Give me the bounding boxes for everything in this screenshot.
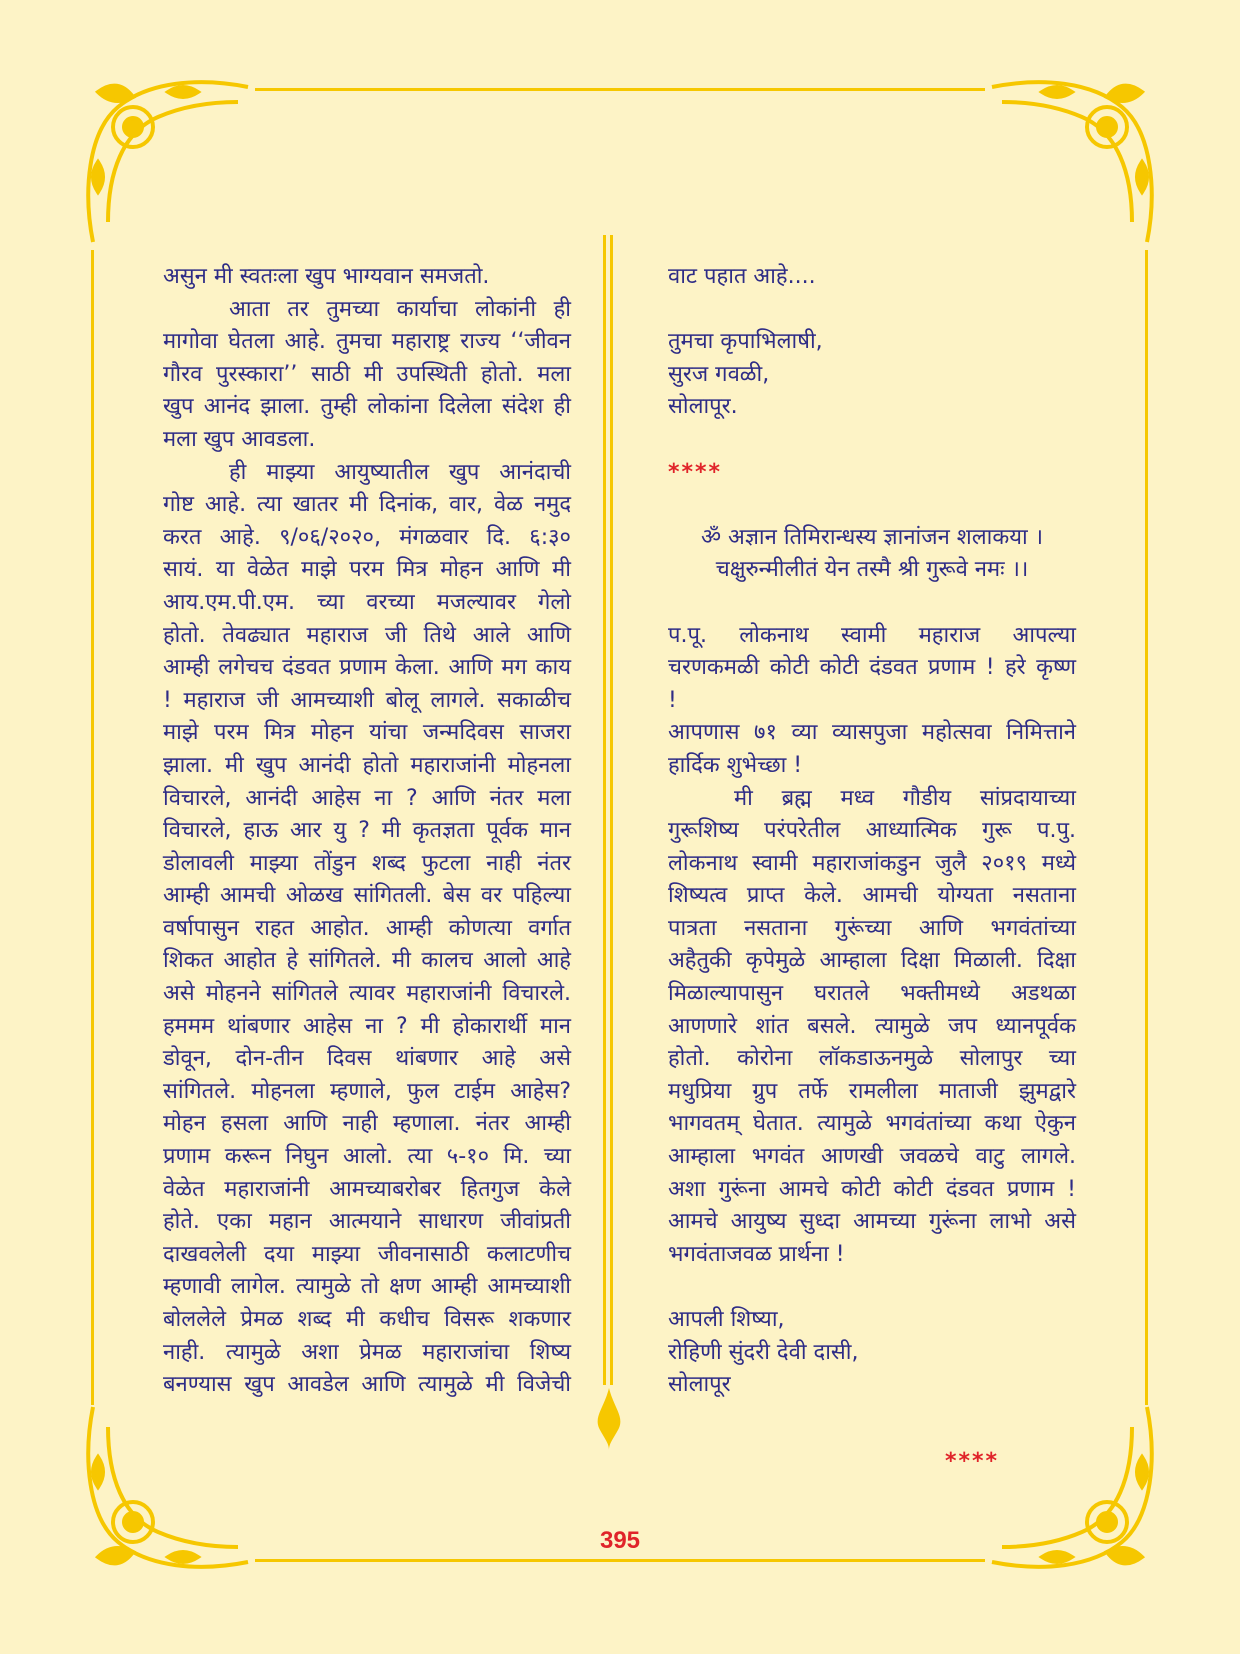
signoff-line: आपली शिष्या, — [668, 1307, 785, 1332]
text-line: बनण्यास खुप आवडेल आणि त्यामुळे मी विजेची — [163, 1372, 571, 1398]
text-line: गोष्ट आहे. त्या खातर मी दिनांक, वार, वेळ नमुद — [163, 492, 571, 518]
text-line: शिकत आहोत हे सांगितले. मी कालच आलो आहे — [163, 948, 571, 974]
text-line: भागवतम् घेतात. त्यामुळे भगवंतांच्या कथा ऐकुन — [668, 1111, 1076, 1137]
text-line: आणणारे शांत बसले. त्यामुळे जप ध्यानपूर्वक — [668, 1013, 1076, 1039]
page-number: 395 — [599, 1527, 641, 1554]
text-line: लोकनाथ स्वामी महाराजांकडुन जुलै २०१९ मध्ये — [668, 850, 1076, 876]
text-line: मला खुप आवडला. — [163, 426, 316, 452]
text-line: वर्षापासुन राहत आहोत. आम्ही कोणत्या वर्गात — [163, 915, 571, 941]
text-line: मधुप्रिया ग्रुप तर्फे रामलीला माताजी झुमद्वारे — [668, 1078, 1076, 1104]
text-line: होतो. कोरोना लॉकडाऊनमुळे सोलापुर च्या — [668, 1046, 1076, 1072]
text-line: मोहन हसला आणि नाही म्हणाला. नंतर आम्ही — [163, 1111, 571, 1137]
text-line: प्रणाम करून निघुन आलो. त्या ५-१० मि. च्या — [163, 1144, 571, 1170]
shloka-line: ॐ अज्ञान तिमिरान्धस्य ज्ञानांजन शलाकया । — [700, 524, 1044, 550]
text-line: हममम थांबणार आहेस ना ? मी होकारार्थी मान — [163, 1013, 571, 1039]
teardrop-ornament-icon — [594, 1388, 624, 1450]
text-line: चरणकमळी कोटी कोटी दंडवत प्रणाम ! हरे कृष्ण — [668, 655, 1076, 681]
signoff-name: सुरज गवळी, — [668, 361, 770, 387]
text-line: आम्ही लगेचच दंडवत प्रणाम केला. आणि मग काय — [163, 655, 571, 681]
text-line: हार्दिक शुभेच्छा ! — [668, 752, 803, 778]
text-line: होते. एका महान आत्मयाने साधारण जीवांप्रती — [163, 1209, 571, 1235]
corner-ornament-icon — [987, 72, 1162, 247]
text-line: सांगितले. मोहनला म्हणाले, फुल टाईम आहेस? — [163, 1078, 571, 1104]
signoff-name: रोहिणी सुंदरी देवी दासी, — [668, 1339, 859, 1365]
left-column — [163, 261, 571, 1402]
text-line: झाला. मी खुप आनंदी होतो महाराजांनी मोहनला — [163, 752, 571, 778]
text-line: असुन मी स्वतःला खुप भाग्यवान समजतो. — [163, 264, 490, 289]
frame-bottom-line — [255, 1559, 985, 1562]
text-line: होतो. तेवढ्यात महाराज जी तिथे आले आणि — [163, 622, 571, 648]
text-line: अशा गुरूंना आमचे कोटी कोटी दंडवत प्रणाम ! — [668, 1176, 1076, 1202]
text-line: खुप आनंद झाला. तुम्ही लोकांना दिलेला संदेश ही — [163, 394, 571, 420]
right-column — [668, 261, 1076, 1402]
text-line: नाही. त्यामुळे अशा प्रेमळ महाराजांचा शिष्य — [163, 1339, 571, 1365]
text-line: आम्हाला भगवंत आणखी जवळचे वाटु लागले. — [668, 1144, 1076, 1170]
signoff-line: तुमचा कृपाभिलाषी, — [668, 329, 823, 355]
text-line: असे मोहनने सांगितले त्यावर महाराजांनी विचारले. — [163, 981, 571, 1007]
text-line: आम्ही आमची ओळख सांगितली. बेस वर पहिल्या — [163, 883, 571, 909]
text-line: गौरव पुरस्कारा’’ साठी मी उपस्थिती होतो. मला — [163, 361, 571, 387]
frame-right-line — [1145, 250, 1148, 1405]
letter-closing: वाट पहात आहे.... — [668, 264, 816, 289]
end-stars: **** — [945, 1449, 1000, 1474]
signoff-place: सोलापूर — [668, 1372, 731, 1398]
text-line: मिळाल्यापासुन घरातले भक्तीमध्ये अडथळा — [668, 981, 1076, 1007]
text-line: ! — [668, 687, 677, 713]
text-line: सायं. या वेळेत माझे परम मित्र मोहन आणि मी — [163, 557, 571, 583]
text-line: आता तर तुमच्या कार्याचा लोकांनी ही — [229, 296, 571, 322]
corner-ornament-icon — [78, 72, 253, 247]
text-line: म्हणावी लागेल. त्यामुळे तो क्षण आम्ही आमच्याशी — [163, 1274, 571, 1300]
text-line: शिष्यत्व प्राप्त केले. आमची योग्यता नसताना — [668, 883, 1076, 909]
signoff-place: सोलापूर. — [668, 394, 738, 420]
frame-top-line — [255, 88, 985, 91]
text-line: डोवून, दोन-तीन दिवस थांबणार आहे असे — [163, 1046, 571, 1072]
text-line: विचारले, आनंदी आहेस ना ? आणि नंतर मला — [163, 785, 571, 811]
text-line: विचारले, हाऊ आर यु ? मी कृतज्ञता पूर्वक मान — [163, 818, 571, 844]
text-line: करत आहे. ९/०६/२०२०, मंगळवार दि. ६:३० — [163, 524, 571, 550]
text-line: भगवंताजवळ प्रार्थना ! — [668, 1241, 845, 1267]
frame-left-line — [91, 250, 94, 1405]
text-line: ही माझ्या आयुष्यातील खुप आनंदाची — [229, 459, 571, 485]
text-line: अहैतुकी कृपेमुळे आम्हाला दिक्षा मिळाली. दिक्षा — [668, 948, 1076, 974]
text-line: बोललेले प्रेमळ शब्द मी कधीच विसरू शकणार — [163, 1307, 571, 1332]
text-line: वेळेत महाराजांनी आमच्याबरोबर हितगुज केले — [163, 1176, 571, 1202]
separator-stars: **** — [668, 459, 723, 485]
text-line: प.पू. लोकनाथ स्वामी महाराज आपल्या — [668, 622, 1076, 648]
text-line: डोलावली माझ्या तोंडुन शब्द फुटला नाही नंतर — [163, 850, 571, 876]
text-line: ! महाराज जी आमच्याशी बोलू लागले. सकाळीच — [163, 687, 571, 713]
text-line: पात्रता नसताना गुरूंच्या आणि भगवंतांच्या — [668, 915, 1076, 941]
text-line: मी ब्रह्म मध्व गौडीय सांप्रदायाच्या — [734, 785, 1076, 811]
text-line: आय.एम.पी.एम. च्या वरच्या मजल्यावर गेलो — [163, 589, 571, 615]
text-line: आपणास ७१ व्या व्यासपुजा महोत्सवा निमित्ताने — [668, 720, 1076, 746]
text-line: दाखवलेली दया माझ्या जीवनासाठी कलाटणीच — [163, 1241, 571, 1267]
text-line: गुरूशिष्य परंपरेतील आध्यात्मिक गुरू प.पु. — [668, 818, 1076, 844]
shloka-line: चक्षुरुन्मीलीतं येन तस्मै श्री गुरूवे नमः ।। — [715, 557, 1029, 583]
text-line: माझे परम मित्र मोहन यांचा जन्मदिवस साजरा — [163, 720, 571, 746]
column-divider — [603, 235, 613, 1385]
text-line: मागोवा घेतला आहे. तुमचा महाराष्ट्र राज्य ‘‘जीवन — [163, 329, 571, 355]
text-line: आमचे आयुष्य सुध्दा आमच्या गुरूंना लाभो असे — [668, 1209, 1076, 1235]
